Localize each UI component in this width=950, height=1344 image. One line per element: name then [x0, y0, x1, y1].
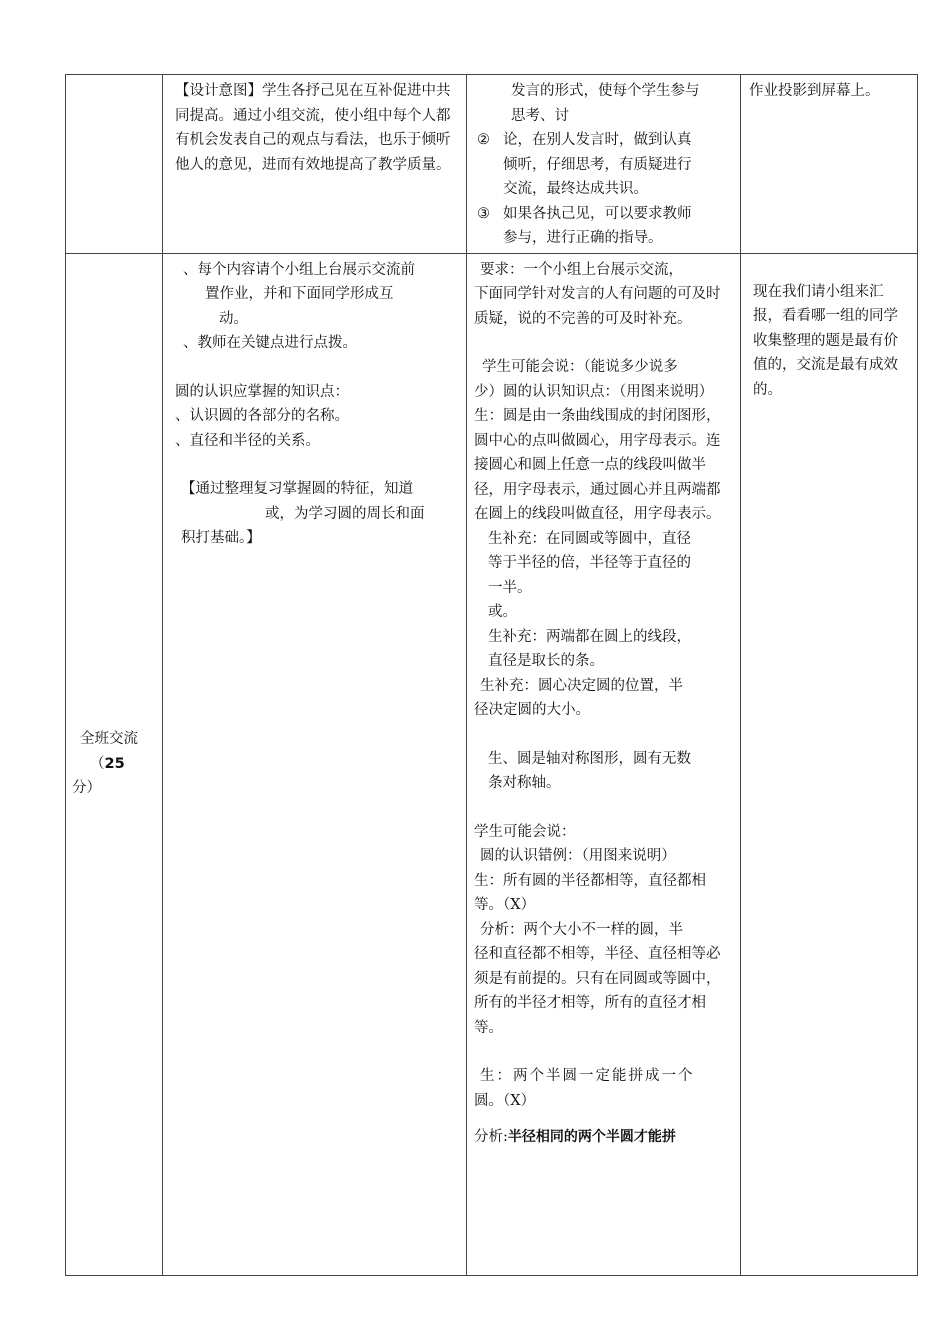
- text-line: 要求：一个小组上台展示交流，: [480, 261, 683, 278]
- list-number: ③: [477, 205, 490, 222]
- teacher-activity-cell: [163, 253, 467, 1275]
- text-line: 生补充：两端都在圆上的线段，: [488, 628, 691, 645]
- text-line: 置作业，并和下面同学形成互: [205, 286, 394, 302]
- text-line: 生补充：圆心决定圆的位置，半: [480, 677, 683, 694]
- text-line: 倾听，仔细思考，有质疑进行: [503, 156, 692, 173]
- stage-cell: [66, 75, 163, 254]
- text-line: 、每个内容请个小组上台展示交流前: [183, 261, 415, 278]
- text-line: 生：所有圆的半径都相等，直径都相等。（X）: [474, 872, 706, 913]
- stage-name: 全班交流: [80, 731, 138, 748]
- knowledge-item: 、认识圆的各部分的名称。: [175, 408, 349, 424]
- text-line: 径和直径都不相等，半径、直径相等必须是有前提的。只有在同圆或等圆中，所有的半径才相等，所有的直径才相等。: [474, 946, 721, 1036]
- analysis-label: 分析:: [474, 1129, 508, 1145]
- text-line: 生：两个半圆一定能拼成一个: [480, 1068, 695, 1084]
- text-line: 径决定圆的大小。: [474, 702, 590, 718]
- text-line: 如果各执己见，可以要求教师: [503, 205, 692, 222]
- lesson-plan-table: [65, 74, 918, 1276]
- text-line: 交流，最终达成共识。: [503, 181, 648, 197]
- text-line: 发言的形式，使每个学生参与: [511, 83, 700, 99]
- text-line: 等于半径的倍，半径等于直径的: [488, 555, 691, 571]
- stage-time-minutes: 25: [104, 755, 125, 772]
- text-line: 、教师在关键点进行点拨。: [183, 335, 357, 351]
- text-line: 参与，进行正确的指导。: [503, 230, 663, 246]
- text-line: 学生可能会说：（能说多少说多: [482, 359, 678, 375]
- list-number: ②: [477, 132, 490, 148]
- teacher-note-text: 作业投影到屏幕上。: [749, 83, 880, 99]
- text-line: 生补充：在同圆或等圆中，直径: [488, 530, 691, 547]
- text-line: 圆的认识错例：（用图来说明）: [480, 848, 676, 864]
- text-line: 生、圆是轴对称图形，圆有无数: [488, 750, 691, 767]
- table-row: [66, 253, 918, 1275]
- text-line: 或，为学习圆的周长和面: [265, 505, 425, 522]
- stage-time-unit: 分）: [72, 780, 101, 797]
- knowledge-item: 、直径和半径的关系。: [175, 432, 320, 449]
- design-intent-text: 【设计意图】学生各抒己见在互补促进中共同提高。通过小组交流，使小组中每个人都有机会发表自己的观点与看法，也乐于倾听他人的意见，进而有效地提高了教学质量。: [175, 83, 451, 173]
- text-line: 学生可能会说：: [474, 823, 576, 840]
- design-intent-cell: [163, 75, 467, 254]
- text-line: 【通过整理复习掌握圆的特征，知道: [181, 481, 413, 497]
- knowledge-title: 圆的认识应掌握的知识点：: [175, 383, 349, 400]
- analysis-text: 半径相同的两个半圆才能拼: [507, 1129, 676, 1145]
- text-line: 条对称轴。: [488, 775, 561, 791]
- text-line: 动。: [219, 310, 248, 327]
- text-line: 一半。: [488, 579, 532, 596]
- table-row: [66, 75, 918, 254]
- stage-time-open: （: [90, 755, 105, 772]
- text-line: 下面同学针对发言的人有问题的可及时质疑，说的不完善的可及时补充。: [474, 286, 721, 327]
- text-line: 少）圆的认识知识点：（用图来说明）生：圆是由一条曲线围成的封闭图形，圆中心的点叫做圆心，用字母表示。连接圆心和圆上任意一点的线段叫做半径，用字母表示，通过圆心并且两端都在圆上的线段叫做直径，用字母表示。: [474, 383, 721, 522]
- list-item: [477, 128, 732, 202]
- text-line: 分析：两个大小不一样的圆，半: [480, 921, 683, 938]
- stage-label-cell: [66, 253, 163, 1275]
- text-line: 直径是取长的条。: [488, 653, 604, 669]
- teacher-note-cell: [741, 75, 918, 254]
- teacher-note-text: 现在我们请小组来汇报，看看哪一组的同学收集整理的题是最有价值的，交流是最有成效的。: [753, 283, 898, 398]
- list-item: [477, 202, 732, 251]
- student-activity-cell: [467, 75, 741, 254]
- text-line: 思考、讨: [511, 107, 569, 124]
- teacher-note-cell: [741, 253, 918, 1275]
- text-line: 论，在别人发言时，做到认真: [503, 132, 692, 148]
- student-activity-cell: [467, 253, 741, 1275]
- text-line: 圆。（X）: [474, 1092, 536, 1109]
- text-line: 或。: [488, 604, 517, 620]
- text-line: 积打基础。】: [181, 530, 261, 546]
